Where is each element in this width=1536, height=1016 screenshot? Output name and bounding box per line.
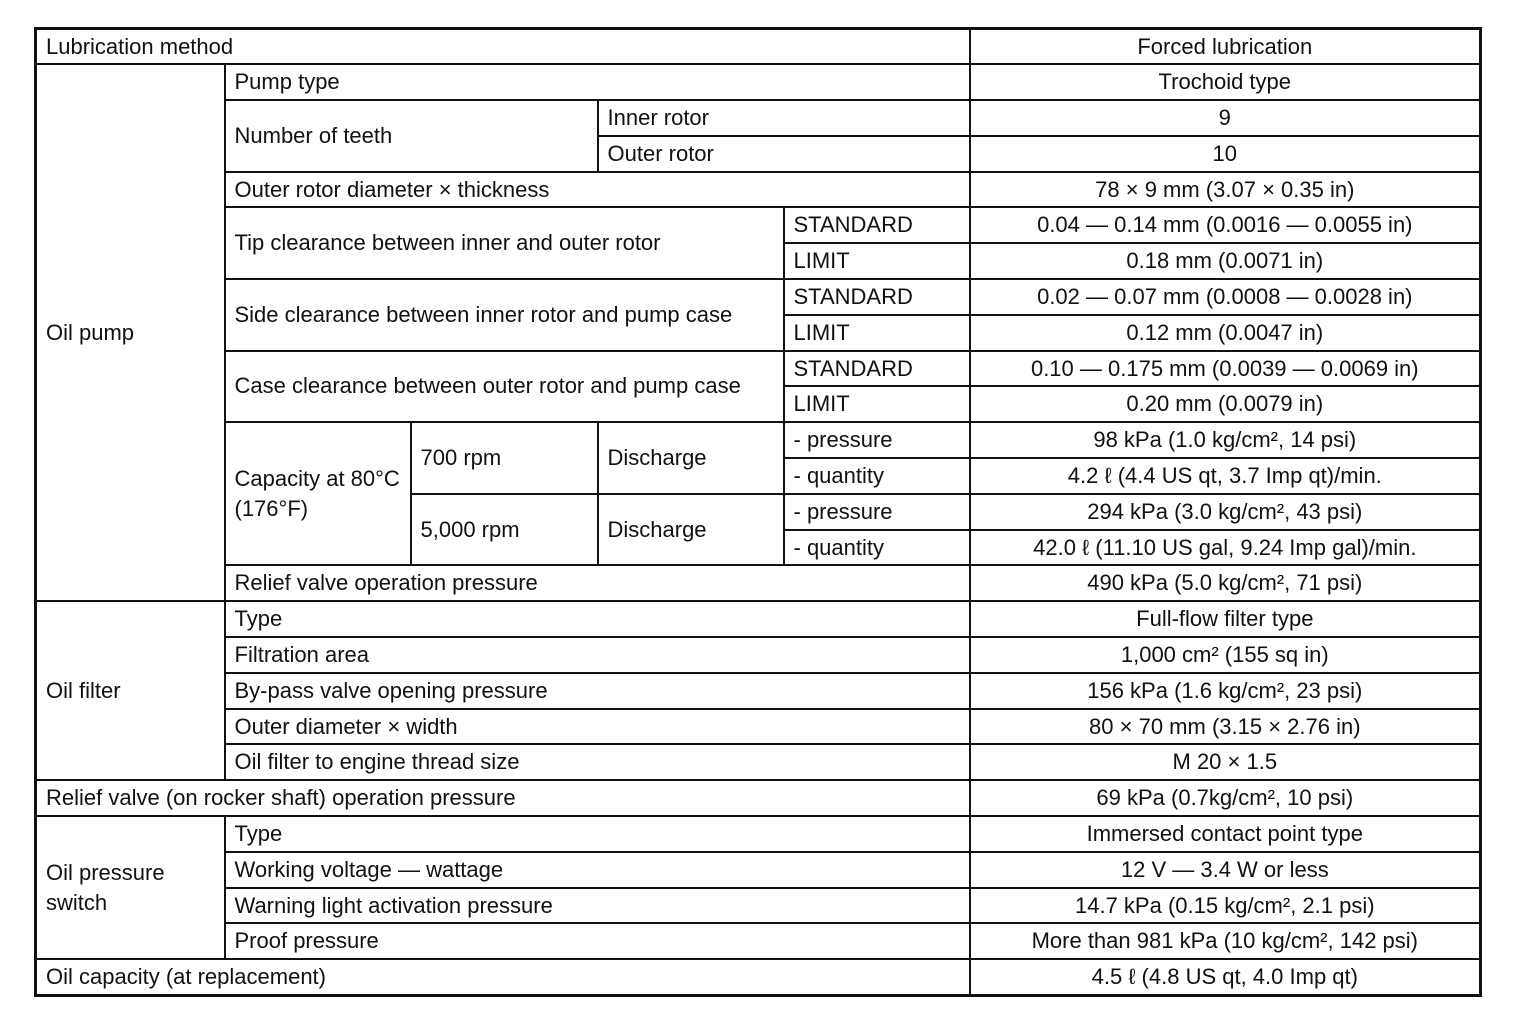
filter-type-value: Full-flow filter type [970,601,1481,637]
rocker-relief-valve-label: Relief valve (on rocker shaft) operation pressure [36,780,970,816]
capacity-high-pressure-value: 294 kPa (3.0 kg/cm², 43 psi) [970,494,1481,530]
outer-rotor-dims-value: 78 × 9 mm (3.07 × 0.35 in) [970,172,1481,208]
pump-type-label: Pump type [225,64,970,100]
tip-clearance-standard-label: STANDARD [784,207,970,243]
capacity-low-quantity-value: 4.2 ℓ (4.4 US qt, 3.7 Imp qt)/min. [970,458,1481,494]
table-row [36,744,1481,780]
case-clearance-limit-value: 0.20 mm (0.0079 in) [970,386,1481,422]
capacity-low-rpm: 700 rpm [411,422,598,494]
oil-pump-label: Oil pump [36,64,225,601]
table-row [36,601,1481,637]
side-clearance-standard-label: STANDARD [784,279,970,315]
oil-capacity-value: 4.5 ℓ (4.8 US qt, 4.0 Imp qt) [970,959,1481,995]
table-row [36,959,1481,995]
inner-rotor-value: 9 [970,100,1481,136]
relief-valve-value: 490 kPa (5.0 kg/cm², 71 psi) [970,565,1481,601]
switch-type-value: Immersed contact point type [970,816,1481,852]
relief-valve-label: Relief valve operation pressure [225,565,970,601]
table-row [36,422,1481,458]
table-row [36,923,1481,959]
bypass-valve-label: By-pass valve opening pressure [225,673,970,709]
side-clearance-limit-label: LIMIT [784,315,970,351]
filter-outer-dims-value: 80 × 70 mm (3.15 × 2.76 in) [970,709,1481,745]
tip-clearance-label: Tip clearance between inner and outer rotor [225,207,784,279]
capacity-high-discharge: Discharge [598,494,784,566]
side-clearance-label: Side clearance between inner rotor and pump case [225,279,784,351]
table-row [36,207,1481,243]
lubrication-method-label: Lubrication method [36,29,970,65]
filter-type-label: Type [225,601,970,637]
side-clearance-limit-value: 0.12 mm (0.0047 in) [970,315,1481,351]
lubrication-spec-table [34,27,1482,997]
warning-light-value: 14.7 kPa (0.15 kg/cm², 2.1 psi) [970,888,1481,924]
switch-type-label: Type [225,816,970,852]
filtration-area-value: 1,000 cm² (155 sq in) [970,637,1481,673]
oil-pressure-switch-label: Oil pressure switch [36,816,225,959]
oil-filter-label: Oil filter [36,601,225,780]
case-clearance-standard-value: 0.10 — 0.175 mm (0.0039 — 0.0069 in) [970,351,1481,387]
table-row [36,888,1481,924]
table-row [36,637,1481,673]
capacity-high-quantity-label: - quantity [784,530,970,566]
tip-clearance-limit-value: 0.18 mm (0.0071 in) [970,243,1481,279]
capacity-low-quantity-label: - quantity [784,458,970,494]
capacity-high-pressure-label: - pressure [784,494,970,530]
table-row [36,709,1481,745]
filtration-area-label: Filtration area [225,637,970,673]
proof-pressure-value: More than 981 kPa (10 kg/cm², 142 psi) [970,923,1481,959]
bypass-valve-value: 156 kPa (1.6 kg/cm², 23 psi) [970,673,1481,709]
tip-clearance-standard-value: 0.04 — 0.14 mm (0.0016 — 0.0055 in) [970,207,1481,243]
side-clearance-standard-value: 0.02 — 0.07 mm (0.0008 — 0.0028 in) [970,279,1481,315]
working-voltage-value: 12 V — 3.4 W or less [970,852,1481,888]
proof-pressure-label: Proof pressure [225,923,970,959]
outer-rotor-dims-label: Outer rotor diameter × thickness [225,172,970,208]
oil-capacity-label: Oil capacity (at replacement) [36,959,970,995]
outer-rotor-value: 10 [970,136,1481,172]
pump-type-value: Trochoid type [970,64,1481,100]
capacity-low-pressure-label: - pressure [784,422,970,458]
table-row [36,29,1481,65]
table-row [36,565,1481,601]
capacity-high-quantity-value: 42.0 ℓ (11.10 US gal, 9.24 Imp gal)/min. [970,530,1481,566]
table-row [36,64,1481,100]
capacity-low-discharge: Discharge [598,422,784,494]
capacity-label: Capacity at 80°C (176°F) [225,422,411,565]
number-of-teeth-label: Number of teeth [225,100,598,172]
tip-clearance-limit-label: LIMIT [784,243,970,279]
table-row [36,100,1481,136]
table-row [36,780,1481,816]
table-row [36,673,1481,709]
thread-size-value: M 20 × 1.5 [970,744,1481,780]
working-voltage-label: Working voltage — wattage [225,852,970,888]
capacity-low-pressure-value: 98 kPa (1.0 kg/cm², 14 psi) [970,422,1481,458]
table-row [36,351,1481,387]
warning-light-label: Warning light activation pressure [225,888,970,924]
table-row [36,279,1481,315]
outer-rotor-label: Outer rotor [598,136,970,172]
filter-outer-dims-label: Outer diameter × width [225,709,970,745]
table-row [36,172,1481,208]
case-clearance-label: Case clearance between outer rotor and pump case [225,351,784,423]
rocker-relief-valve-value: 69 kPa (0.7kg/cm², 10 psi) [970,780,1481,816]
table-row [36,852,1481,888]
table-row [36,816,1481,852]
thread-size-label: Oil filter to engine thread size [225,744,970,780]
case-clearance-standard-label: STANDARD [784,351,970,387]
inner-rotor-label: Inner rotor [598,100,970,136]
lubrication-method-value: Forced lubrication [970,29,1481,65]
case-clearance-limit-label: LIMIT [784,386,970,422]
capacity-high-rpm: 5,000 rpm [411,494,598,566]
